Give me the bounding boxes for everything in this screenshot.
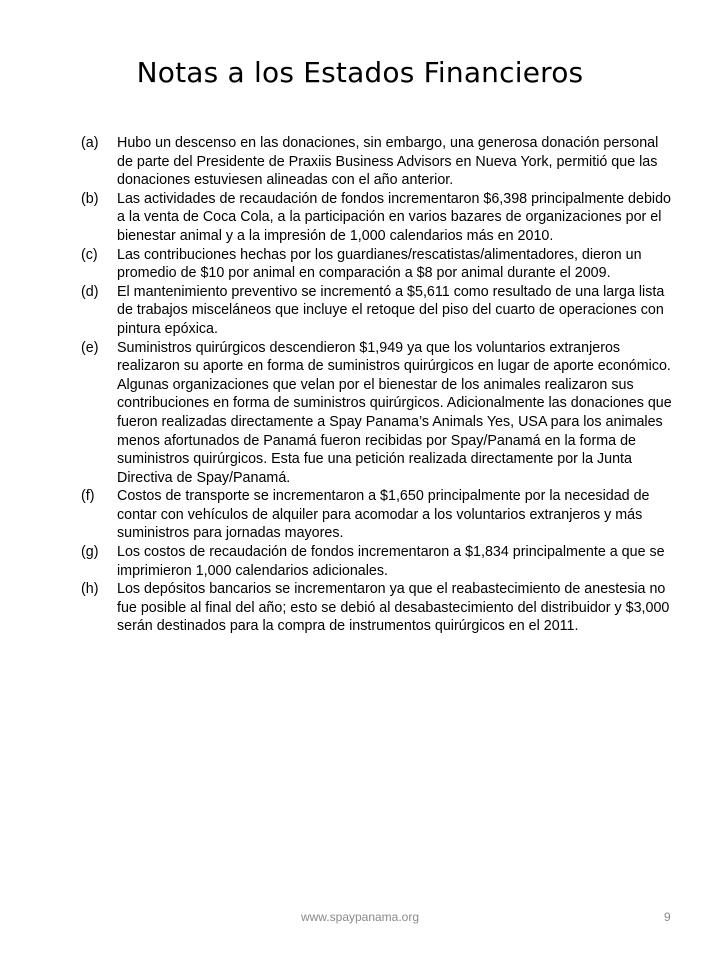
- note-letter: (f): [81, 488, 95, 505]
- note-item: [81, 283, 677, 339]
- page-title: Notas a los Estados Financieros: [136, 56, 584, 89]
- note-text: Los depósitos bancarios se incrementaron ya que el reabastecimiento de anestesia no fue posible al final del año; esto se debió al desabastecimiento del distribuidor y $3,000 serán destinados para la compra de instrumentos quirúrgicos en el 2011.: [117, 581, 670, 635]
- note-letter: (h): [81, 581, 99, 598]
- note-text: Las contribuciones hechas por los guardianes/rescatistas/alimentadores, dieron un promedio de $10 por animal en comparación a $8 por animal durante el 2009.: [117, 246, 642, 282]
- note-text: Suministros quirúrgicos descendieron $1,949 ya que los voluntarios extranjeros realizaron su aporte en forma de suministros quirúrgicos en lugar de aporte económico. Algunas organizaciones que velan por el bienestar de los animales realizaron sus contribuciones en forma de suministros quirúrgicos. Adicionalmente las donaciones que fueron realizadas directamente a Spay Panama’s Animals Yes, USA para los animales menos afortunados de Panamá fueron recibidas por Spay/Panamá en la forma de suministros quirúrgicos. Esta fue una petición realizada directamente por la Junta Directiva de Spay/Panamá.: [117, 339, 672, 486]
- notes-list: [81, 134, 677, 636]
- note-item: [81, 339, 677, 488]
- note-letter: (a): [81, 135, 99, 151]
- note-item: [81, 246, 677, 283]
- note-item: [81, 190, 677, 246]
- note-text: Hubo un descenso en las donaciones, sin embargo, una generosa donación personal de parte del Presidente de Praxiis Business Advisors en Nueva York, permitió que las donaciones estuviesen alineadas con el año anterior.: [117, 135, 659, 189]
- page-number: 9: [664, 910, 671, 924]
- note-letter: (e): [81, 339, 99, 356]
- note-letter: (d): [81, 283, 99, 300]
- note-letter: (g): [81, 544, 99, 561]
- footer-website: www.spaypanama.org: [300, 910, 420, 924]
- note-item: [81, 487, 677, 543]
- note-text: Costos de transporte se incrementaron a $1,650 principalmente por la necesidad de contar con vehículos de alquiler para acomodar a los voluntarios extranjeros y más suministros para jornadas mayores.: [117, 488, 650, 542]
- note-text: Las actividades de recaudación de fondos incrementaron $6,398 principalmente debido a la venta de Coca Cola, a la participación en varios bazares de organizaciones por el bienestar animal y a la impresión de 1,000 calendarios más en 2010.: [117, 190, 671, 244]
- note-letter: (b): [81, 190, 99, 207]
- note-item: [81, 543, 677, 580]
- note-letter: (c): [81, 246, 98, 263]
- note-text: Los costos de recaudación de fondos incrementaron a $1,834 principalmente a que se imprimieron 1,000 calendarios adicionales.: [117, 544, 665, 579]
- note-item: [81, 580, 677, 636]
- note-item: [81, 134, 677, 190]
- note-text: El mantenimiento preventivo se incrementó a $5,611 como resultado de una larga lista de trabajos misceláneos que incluye el retoque del piso del cuarto de operaciones con pintura epóxica.: [117, 283, 665, 337]
